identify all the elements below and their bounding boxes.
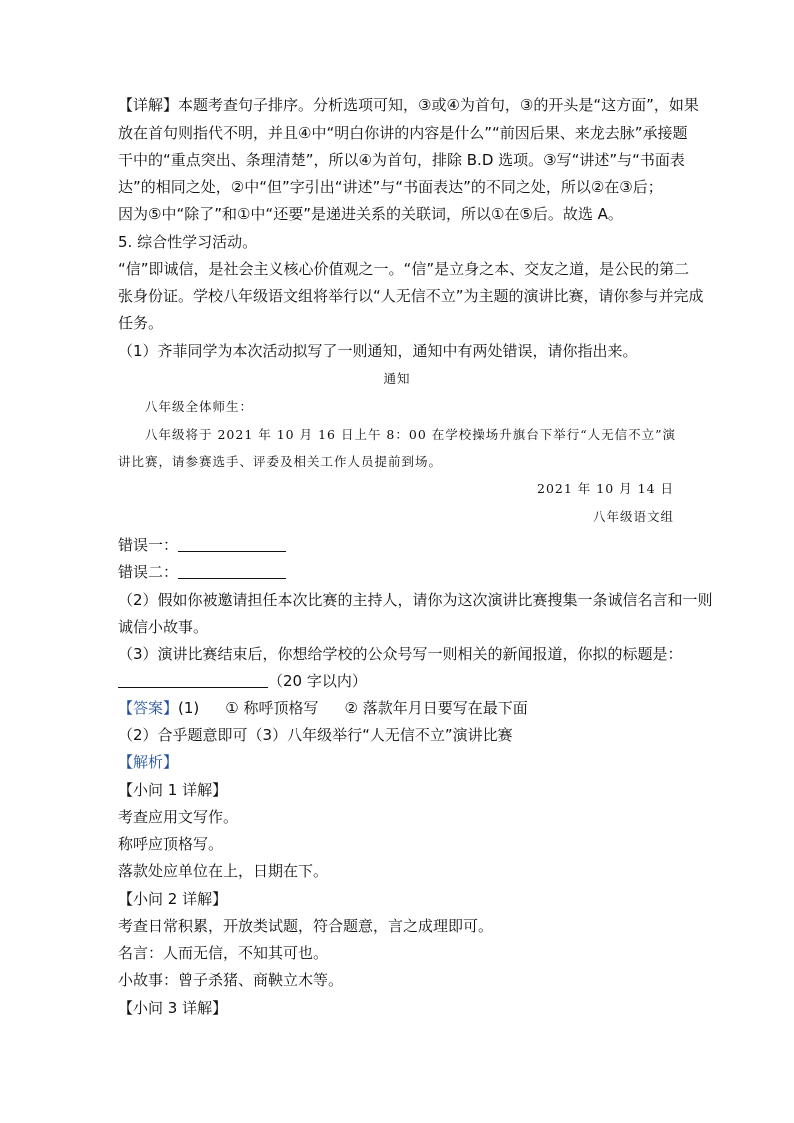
analysis-part-2-line-1: 考查日常积累，开放类试题，符合题意，言之成理即可。 <box>118 917 494 935</box>
analysis-part-1-heading: 【小问 1 详解】 <box>118 781 228 799</box>
answer-1-prefix: (1) <box>178 699 200 717</box>
explanation-line-1: 【详解】本题考查句子排序。分析选项可知，③或④为首句，③的开头是“这方面”，如果 <box>118 96 699 114</box>
question-5-intro-line-3: 任务。 <box>118 314 164 332</box>
title-answer-row <box>118 670 678 692</box>
explanation-line-3: 干中的“重点突出、条理清楚”，所以④为首句，排除 B.D 选项。③写“讲述”与“书面表 <box>118 151 685 169</box>
answer-row-1 <box>118 697 678 719</box>
answer-row-2: （2）合乎题意即可（3）八年级举行“人无信不立”演讲比赛 <box>118 726 513 744</box>
question-5-intro-line-2: 张身份证。学校八年级语文组将举行以“人无信不立”为主题的演讲比赛，请你参与并完成 <box>118 287 704 305</box>
analysis-part-3-heading: 【小问 3 详解】 <box>118 999 228 1017</box>
answer-1-item-1: ① 称呼顶格写 <box>225 699 319 717</box>
analysis-part-1-line-3: 落款处应单位在上，日期在下。 <box>118 862 329 880</box>
error-one-row <box>118 534 678 556</box>
analysis-part-2-line-2: 名言：人而无信，不知其可也。 <box>118 944 329 962</box>
analysis-part-1-line-2: 称呼应顶格写。 <box>118 835 224 853</box>
analysis-part-2-line-3: 小故事：曾子杀猪、商鞅立木等。 <box>118 971 344 989</box>
question-5-heading: 5. 综合性学习活动。 <box>118 233 258 251</box>
title-length-hint: （20 字以内） <box>268 672 367 690</box>
error-one-blank[interactable] <box>178 535 286 552</box>
sub-question-2-line-1: （2）假如你被邀请担任本次比赛的主持人，请你为这次演讲比赛搜集一条诚信名言和一则 <box>118 591 713 609</box>
analysis-part-1-line-1: 考查应用文写作。 <box>118 808 239 826</box>
question-5-intro-line-1: “信”即诚信，是社会主义核心价值观之一。“信”是立身之本、交友之道，是公民的第二 <box>118 260 690 278</box>
error-two-blank[interactable] <box>178 562 286 579</box>
notice-body-line-1: 八年级将于 2021 年 10 月 16 日上午 8：00 在学校操场升旗台下举行“人无信不立”演 <box>145 427 677 442</box>
error-one-label: 错误一： <box>118 536 179 554</box>
notice-date: 2021 年 10 月 14 日 <box>537 481 674 496</box>
answer-tag: 【答案】 <box>118 699 179 717</box>
explanation-line-2: 放在首句则指代不明，并且④中“明白你讲的内容是什么”“前因后果、来龙去脉”承接题 <box>118 124 688 142</box>
sub-question-1: （1）齐菲同学为本次活动拟写了一则通知，通知中有两处错误，请你指出来。 <box>118 342 638 360</box>
error-two-label: 错误二： <box>118 563 179 581</box>
sub-question-3: （3）演讲比赛结束后，你想给学校的公众号写一则相关的新闻报道，你拟的标题是： <box>118 645 683 663</box>
notice-salutation: 八年级全体师生： <box>145 399 254 414</box>
notice-body-line-2: 讲比赛，请参赛选手、评委及相关工作人员提前到场。 <box>118 454 443 469</box>
answer-1-item-2: ② 落款年月日要写在最下面 <box>344 699 528 717</box>
notice-signature: 八年级语文组 <box>592 509 674 524</box>
explanation-line-4: 达”的相同之处，②中“但”字引出“讲述”与“书面表达”的不同之处，所以②在③后； <box>118 178 663 196</box>
analysis-tag: 【解析】 <box>118 753 179 771</box>
explanation-line-5: 因为⑤中“除了”和①中“还要”是递进关系的关联词，所以①在⑤后。故选 A。 <box>118 205 623 223</box>
error-two-row <box>118 561 678 583</box>
notice-title: 通知 <box>383 371 411 386</box>
title-blank[interactable] <box>118 671 268 688</box>
analysis-part-2-heading: 【小问 2 详解】 <box>118 890 228 908</box>
sub-question-2-line-2: 诚信小故事。 <box>118 618 209 636</box>
